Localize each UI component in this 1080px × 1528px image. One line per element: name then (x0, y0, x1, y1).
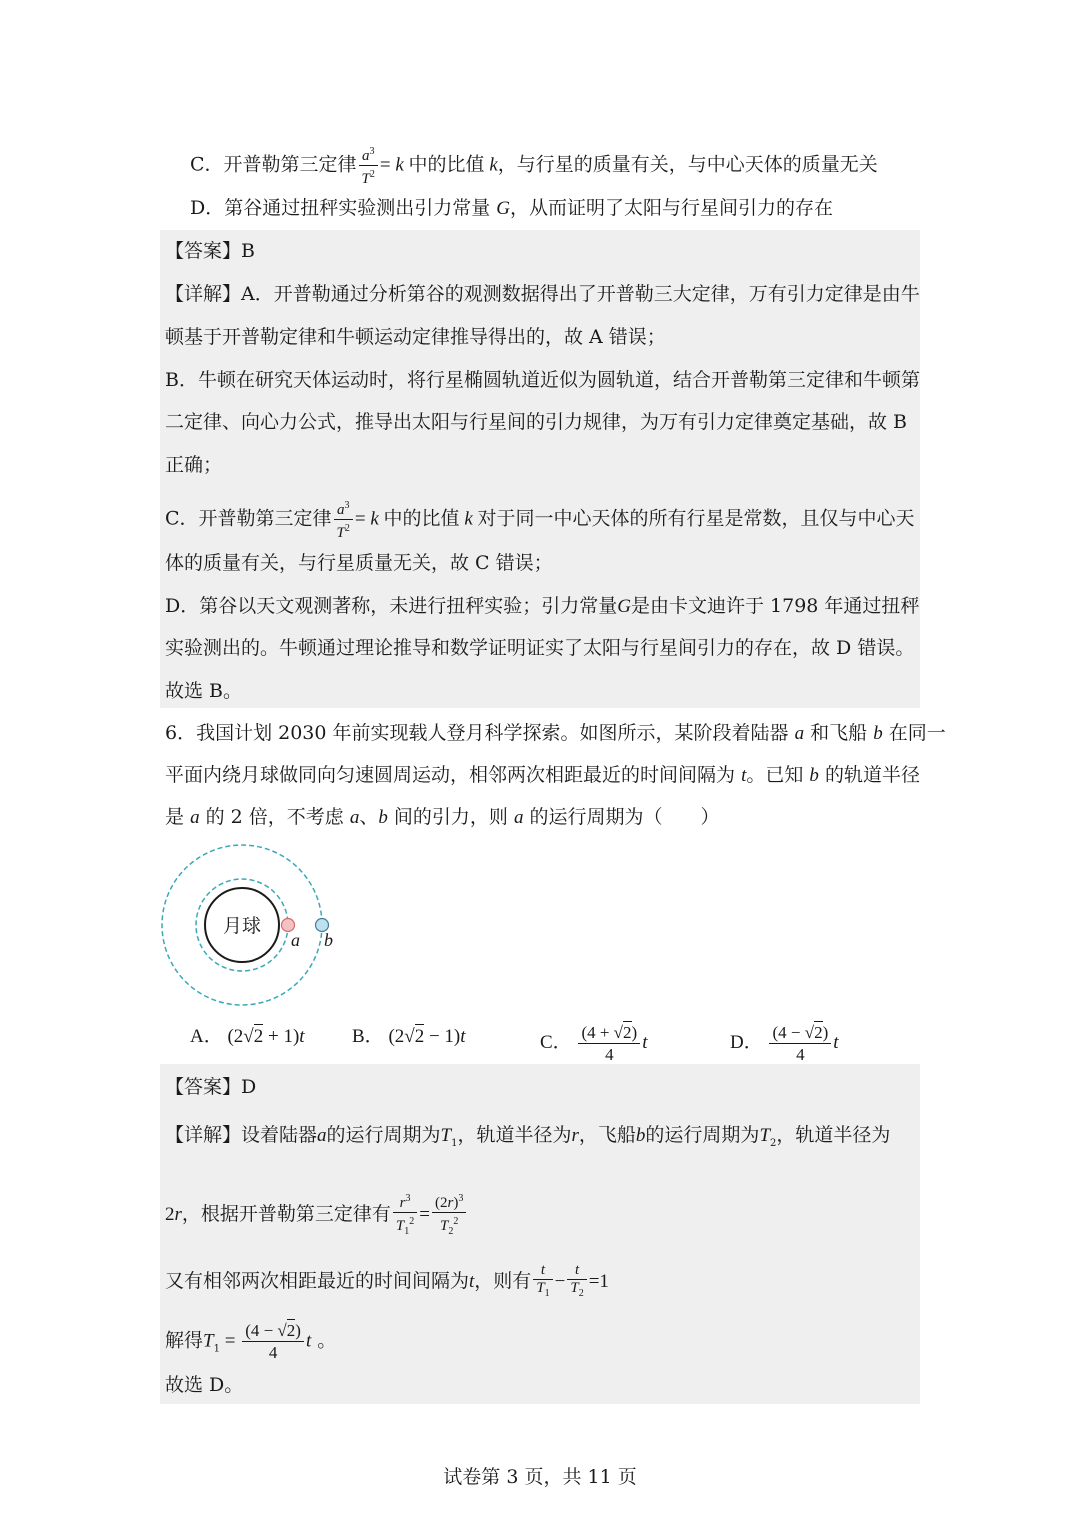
q5-detail-c2: 体的质量有关，与行星质量无关，故 C 错误； (165, 552, 553, 574)
q6-answer: 【答案】D (165, 1076, 257, 1098)
lander-a-label: a (291, 930, 300, 950)
q5-conclusion: 故选 B。 (165, 680, 243, 702)
q5-detail-a1: 【详解】A．开普勒通过分析第谷的观测数据得出了开普勒三大定律，万有引力定律是由牛 (165, 283, 920, 305)
moon-label: 月球 (222, 915, 262, 937)
q5-answer: 【答案】B (165, 240, 255, 262)
q6-stem-line1: 6．我国计划 2030 年前实现载人登月科学探索。如图所示，某阶段着陆器 a 和飞船 b 在同一 (165, 722, 946, 744)
q5-detail-d1: D．第谷以天文观测著称，未进行扭秤实验；引力常量G是由卡文迪许于 1798 年通过扭秤 (165, 595, 920, 617)
q6-detail-1: 【详解】设着陆器a的运行周期为$T_1$，轨道半径为r，飞船b的运行周期为$T_2$，轨道半径为 (165, 1124, 891, 1149)
q5-detail-c1: C．开普勒第三定律 $\frac{a^3}{T^2}$ = k 中的比值 k 对于同一中心天体的所有行星是常数，且仅与中心天 (165, 497, 915, 542)
q5-detail-b3: 正确； (165, 454, 223, 476)
q5-option-c: C．开普勒第三定律 $\frac{a^3}{T^2}$ = k 中的比值 k，与行星的质量有关，与中心天体的质量无关 (190, 143, 878, 188)
q6-detail-3: 又有相邻两次相距最近的时间间隔为t，则有 $\frac{t}{T_1}$ − $\frac{t}{T_2}$ =1 (165, 1262, 609, 1299)
page-footer: 试卷第 3 页，共 11 页 (443, 1466, 637, 1488)
q6-conclusion: 故选 D。 (165, 1374, 244, 1396)
q5-detail-b2: 二定律、向心力公式，推导出太阳与行星间的引力规律，为万有引力定律奠定基础，故 B (165, 411, 908, 433)
q6-option-b: B． (2√2 − 1)t (352, 1026, 466, 1047)
q6-detail-2: 2r，根据开普勒第三定律有 $\frac{r^3}{T_1^2}$ = $\frac{(2r)^3}{T_2^2}$ (165, 1190, 468, 1240)
q6-stem-line2: 平面内绕月球做同向匀速圆周运动，相邻两次相距最近的时间间隔为 t。已知 b 的轨道半径 (165, 764, 920, 786)
q5-detail-b1: B．牛顿在研究天体运动时，将行星椭圆轨道近似为圆轨道，结合开普勒第三定律和牛顿第 (165, 369, 920, 391)
q6-option-a: A． (2√2 + 1)t (190, 1026, 305, 1047)
q5-option-d: D．第谷通过扭秤实验测出引力常量 G，从而证明了太阳与行星间引力的存在 (190, 197, 834, 219)
q6-stem-line3: 是 a 的 2 倍，不考虑 a、b 间的引力，则 a 的运行周期为（ ） (165, 806, 720, 828)
q6-option-d: D． $\frac{(4 - √2)}{4}$ t (730, 1023, 839, 1064)
orbit-diagram (160, 842, 360, 1012)
q5-detail-d2: 实验测出的。牛顿通过理论推导和数学证明证实了太阳与行星间引力的存在，故 D 错误。 (165, 637, 915, 659)
q6-detail-4: 解得$T_1$ = $\frac{(4 - √2)}{4}$ t 。 (165, 1321, 337, 1362)
q5-detail-a2: 顿基于开普勒定律和牛顿运动定律推导得出的，故 A 错误； (165, 326, 666, 348)
q6-option-c: C． $\frac{(4 + √2)}{4}$ t (540, 1023, 648, 1064)
ship-b-label: b (324, 930, 333, 950)
